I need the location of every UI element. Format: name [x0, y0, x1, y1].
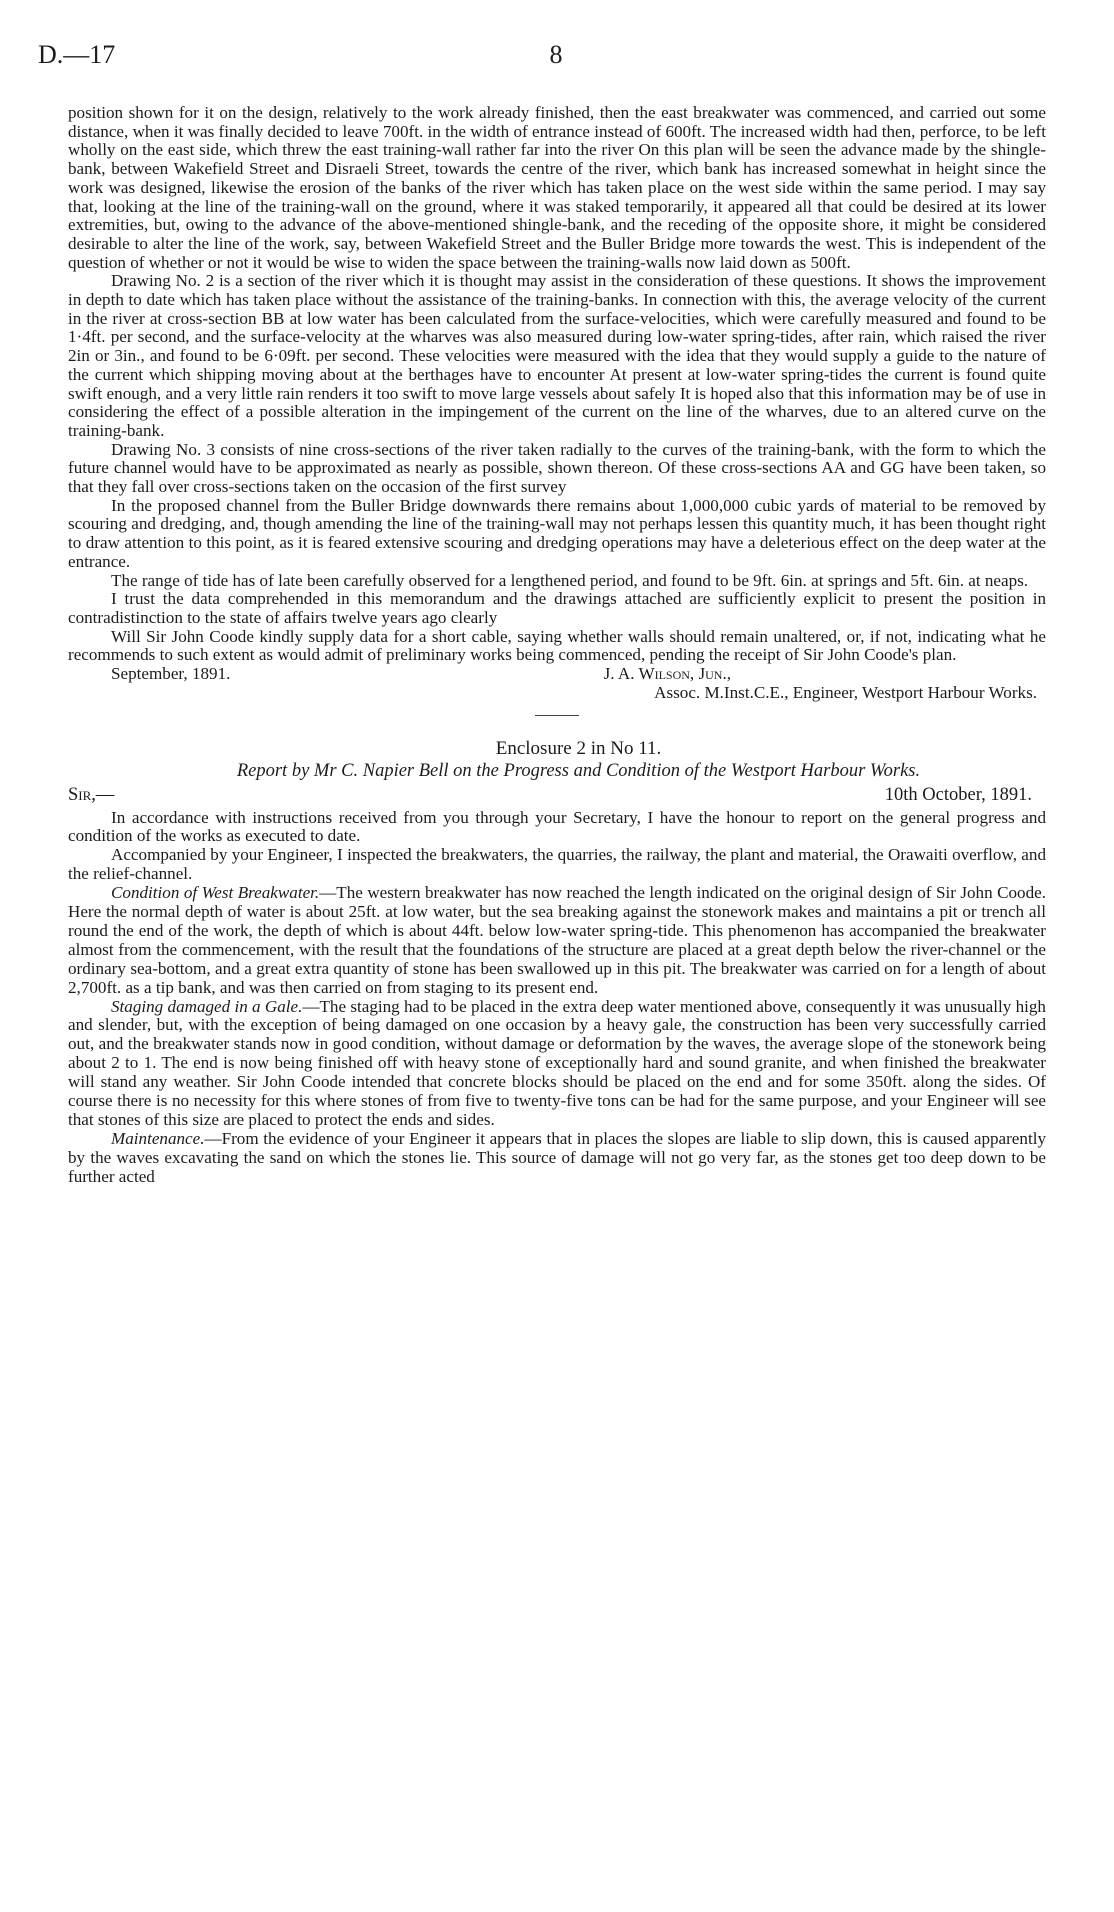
section-divider — [535, 715, 579, 716]
signature-line — [68, 665, 1046, 684]
salutation-line — [68, 784, 1046, 806]
salutation: Sir,— — [68, 784, 115, 805]
section-heading: Staging damaged in a Gale. — [111, 996, 303, 1016]
paragraph-drawing-2: Drawing No. 2 is a section of the river which it is thought may assist in the consideration of these questions. It shows the improvement in depth to date which has taken place without the assistance of the training-banks. In connection with this, the average velocity of the current in the river at cross-section BB at low water has been calculated from the surface-velocities, which were carefully measured and found to be 1·4ft. per second, and the surface-velocity at the wharves was also measured during low-water spring-tides, after rain, which raised the river 2in or 3in., and found to be 6·09ft. per second. These velocities were measured with the idea that they would supply a guide to the nature of the current which shipping moving about at the berthages have to encounter At present at low-water spring-tides the current is found quite swift enough, and a very little rain renders it too swift to move large vessels about safely It is hoped also that this information may be of use in considering the effect of a possible alteration in the impingement of the current on the line of the wharves, due to an altered curve on the training-bank. — [68, 271, 1046, 440]
report-section-west-breakwater — [68, 884, 1046, 997]
page-number: 8 — [549, 40, 563, 69]
paragraph-drawing-3: Drawing No. 3 consists of nine cross-sections of the river taken radially to the curves of the training-bank, with the form to which the future channel would have to be approximated as nearly as possible, shown thereon. Of these cross-sections AA and GG have been taken, so that they fall over cross-sections taken on the occasion of the first survey — [68, 439, 1046, 497]
report-body — [68, 809, 1046, 1187]
signature-name: J. A. Wilson, Jun., — [603, 664, 731, 684]
signature-date: September, 1891. — [111, 664, 231, 684]
section-heading: Maintenance. — [111, 1128, 205, 1148]
paragraph-request-cable: Will Sir John Coode kindly supply data for a short cable, saying whether walls should remain unaltered, or, if not, indicating what he recommends to such extent as would admit of preliminary works being commenced, pending the receipt of Sir John Coode's plan. — [68, 626, 1046, 665]
report-title: Report by Mr C. Napier Bell on the Progress and Condition of the Westport Harbour Works. — [236, 760, 921, 781]
document-reference: D.—17 — [38, 40, 116, 69]
section-text: —The western breakwater has now reached the length indicated on the original design of Sir John Coode. Here the normal depth of water is about 25ft. at low water, but the sea breaking against the stonework makes and maintains a pit or trench all round the end of the work, the depth of which is about 44ft. below low-water spring-tide. This phenomenon has accompanied the breakwater almost from the commencement, with the result that the foundations of the structure are placed at a great depth below the river-channel or the ordinary sea-bottom, and a great extra quantity of stone has been swallowed up in this pit. The breakwater was carried on for a length of about 2,700ft. as a tip bank, and was then carried on from staging to its present end. — [68, 883, 1046, 997]
report-paragraph-inspection: Accompanied by your Engineer, I inspected the breakwaters, the quarries, the railway, the plant and material, the Orawaiti overflow, and the relief-channel. — [68, 845, 1046, 884]
paragraph-proposed-channel: In the proposed channel from the Buller Bridge downwards there remains about 1,000,000 cubic yards of material to be removed by scouring and dredging, and, though amending the line of the training-wall may not perhaps lessen this quantity much, it has been thought right to draw attention to this point, as it is feared extensive scouring and dredging operations may have a deleterious effect on the deep water at the entrance. — [68, 495, 1046, 571]
signature-title: Assoc. M.Inst.C.E., Engineer, Westport Harbour Works. — [654, 682, 1037, 702]
section-heading: Condition of West Breakwater. — [111, 883, 320, 903]
enclosure-heading: Enclosure 2 in No 11. — [495, 737, 662, 759]
paragraph-tide-range: The range of tide has of late been carefully observed for a lengthened period, and found to be 9ft. 6in. at springs and 5ft. 6in. at neaps. — [111, 570, 1029, 590]
report-section-maintenance — [68, 1130, 1046, 1187]
paragraph-trust-data: I trust the data comprehended in this memorandum and the drawings attached are sufficiently explicit to present the position in contradistinction to the state of affairs twelve years ago clearly — [68, 589, 1046, 627]
report-paragraph-intro: In accordance with instructions received from you through your Secretary, I have the honour to report on the general progress and condition of the works as executed to date. — [68, 807, 1046, 846]
report-section-staging — [68, 998, 1046, 1130]
page-header — [38, 40, 1074, 80]
section-text: —The staging had to be placed in the extra deep water mentioned above, consequently it was unusually high and slender, but, with the exception of being damaged on one occasion by a heavy gale, the construction has been very successfully carried out, and the breakwater stands now in good condition, without damage or deformation by the waves, the average slope of the stonework being about 2 to 1. The end is now being finished off with heavy stone of exceptionally hard and sound granite, and when finished the breakwater will stand any weather. Sir John Coode intended that concrete blocks should be placed on the end and for some 350ft. along the sides. Of course there is no necessity for this where stones of from five to twenty-five tons can be had for the same purpose, and your Engineer will see that stones of this size are placed to protect the ends and sides. — [68, 996, 1046, 1129]
paragraph-continued: position shown for it on the design, relatively to the work already finished, then the east breakwater was commenced, and carried out some distance, when it was finally decided to leave 700ft. in the width of entrance instead of 600ft. The increased width had then, perforce, to be left wholly on the east side, which threw the east training-wall rather far into the river On this plan will be seen the advance made by the shingle-bank, between Wakefield Street and Disraeli Street, towards the centre of the river, which bank has increased somewhat in height since the work was designed, likewise the erosion of the banks of the river which has taken place on the west side within the same period. I may say that, looking at the line of the training-wall on the ground, where it was staked temporarily, it appeared all that could be desired at its lower extremities, but, owing to the advance of the above-mentioned shingle-bank, and the receding of the opposite shore, it might be considered desirable to alter the line of the work, say, between Wakefield Street and the Buller Bridge more towards the west. This is independent of the question of whether or not it would be wise to widen the space between the training-walls now laid down as 500ft. — [68, 103, 1046, 272]
report-date: 10th October, 1891. — [884, 784, 1032, 805]
document-body — [68, 104, 1046, 1187]
section-text: —From the evidence of your Engineer it appears that in places the slopes are liable to slip down, this is caused apparently by the waves excavating the sand on which the stones lie. This source of damage will not go very far, as the stones get too deep down to be further acted — [68, 1128, 1046, 1186]
